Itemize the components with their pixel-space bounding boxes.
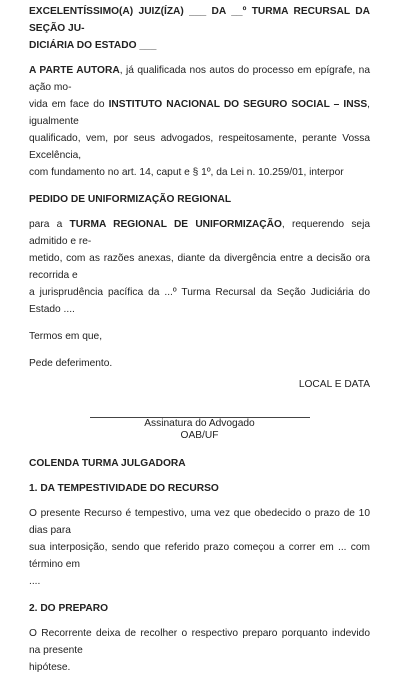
petition-text-2: , requerendo seja admitido e re- [29,219,371,247]
petition-title: PEDIDO DE UNIFORMIZAÇÃO REGIONAL [29,194,232,205]
intro-line-3: qualificado, vem, por seus advogados, respeitosamente, perante Vossa Excelência, [29,133,370,161]
request-line: Pede deferimento. [29,358,113,369]
petition-text-1: para a [29,219,70,230]
section-2-line-1: O Recorrente deixa de recolher o respectivo preparo porquanto indevido na presente [29,628,370,656]
place-date: LOCAL E DATA [298,379,370,390]
petition-line-1 [29,216,370,250]
document-heading [29,3,370,54]
institute-name: INSTITUTO NACIONAL DO SEGURO SOCIAL – INSS [108,99,368,110]
intro-text-3: , igualmente [29,99,371,127]
heading-line-1: EXCELENTÍSSIMO(A) JUIZ(ÍZA) ___ DA __º TURMA RECURSAL DA SEÇÃO JU- [29,6,370,34]
petition-paragraph [29,216,370,318]
jury-title: COLENDA TURMA JULGADORA [29,458,186,469]
section-1-paragraph [29,505,370,590]
section-1-line-1: O presente Recurso é tempestivo, uma vez que obedecido o prazo de 10 dias para [29,508,370,536]
section-1-line-3: .... [29,576,41,587]
terms-line: Termos em que, [29,331,103,342]
intro-text-1: , já qualificada nos autos do processo em epígrafe, na ação mo- [29,65,370,93]
intro-line-2 [29,96,370,130]
intro-line-1 [29,62,370,96]
section-2-line-2: hipótese. [29,662,71,673]
intro-paragraph [29,62,370,181]
signature-name: Assinatura do Advogado [144,418,255,429]
section-1-title: 1. DA TEMPESTIVIDADE DO RECURSO [29,483,219,494]
petition-line-3: a jurisprudência pacífica da ...º Turma Recursal da Seção Judiciária do Estado .... [29,287,370,315]
section-1-line-2: sua interposição, sendo que referido prazo começou a correr em ... com término em [29,542,370,570]
section-2-title: 2. DO PREPARO [29,603,109,614]
section-2-paragraph [29,625,370,676]
signature-registry: OAB/UF [180,430,219,441]
intro-line-4: com fundamento no art. 14, caput e § 1º, da Lei n. 10.259/01, interpor [29,167,344,178]
turma-name: TURMA REGIONAL DE UNIFORMIZAÇÃO [69,219,282,230]
heading-line-2: DICIÁRIA DO ESTADO ___ [29,40,157,51]
party-name: A PARTE AUTORA [29,65,120,76]
intro-text-2: vida em face do [29,99,109,110]
petition-line-2: metido, com as razões anexas, diante da divergência entre a decisão ora recorrida e [29,253,370,281]
